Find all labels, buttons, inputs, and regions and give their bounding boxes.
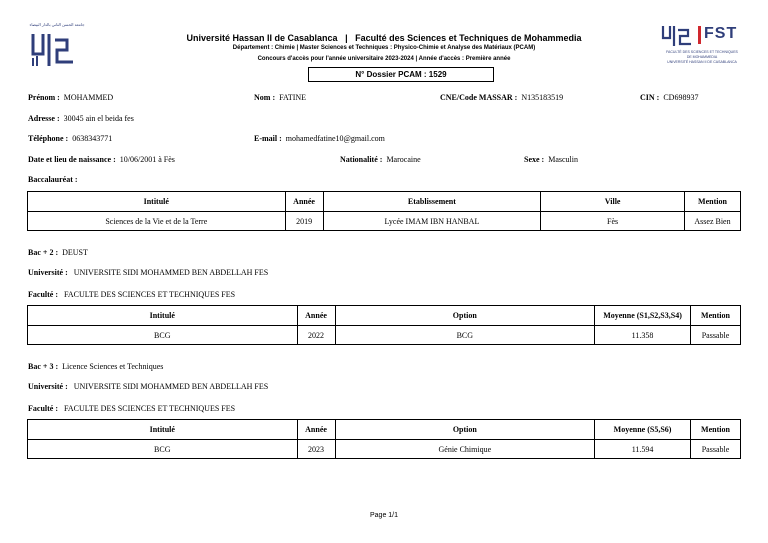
table-header-row: [28, 306, 741, 326]
telephone-label: Téléphone :: [28, 134, 69, 143]
adresse-value: 30045 ain el beida fes: [63, 114, 134, 123]
bac2-row: [28, 248, 88, 257]
nationalite-label: Nationalité :: [340, 155, 383, 164]
sexe-value: Masculin: [548, 155, 578, 164]
bac3-option: Génie Chimique: [335, 440, 595, 459]
bac3-annee: 2023: [297, 440, 335, 459]
telephone-row: [28, 134, 112, 143]
bac3-univ-label: Université :: [28, 382, 68, 391]
bac2-intitule: BCG: [28, 326, 298, 345]
bac-header-mention: Mention: [685, 192, 741, 212]
bac3-fac-label: Faculté :: [28, 404, 58, 413]
bac-header-intitule: Intitulé: [28, 192, 286, 212]
bac2-label: Bac + 2 :: [28, 248, 59, 257]
email-row: [254, 134, 385, 143]
bac3-header-mention: Mention: [691, 420, 741, 440]
table-header-row: [28, 420, 741, 440]
nom-label: Nom :: [254, 93, 276, 102]
cin-label: CIN :: [640, 93, 660, 102]
bac2-annee: 2022: [297, 326, 335, 345]
bac2-fac-value: FACULTE DES SCIENCES ET TECHNIQUES FES: [64, 290, 236, 299]
bac2-univ-row: [28, 268, 268, 277]
bac3-table: [27, 419, 741, 459]
bac2-option: BCG: [335, 326, 595, 345]
bac3-header-moyenne: Moyenne (S5,S6): [595, 420, 691, 440]
table-header-row: [28, 192, 741, 212]
bac3-univ-row: [28, 382, 268, 391]
table-row: [28, 326, 741, 345]
fst-logo: [660, 24, 744, 68]
header-separator: |: [345, 33, 348, 43]
nationalite-value: Marocaine: [386, 155, 421, 164]
prenom-row: [28, 93, 113, 102]
nom-value: FATINE: [279, 93, 307, 102]
bac3-diploma: Licence Sciences et Techniques: [62, 362, 164, 371]
fst-divider: [698, 26, 701, 44]
concours-line: Concours d'accès pour l'année universitaire 2023-2024 | Année d'accès : Première année: [257, 56, 511, 62]
email-label: E-mail :: [254, 134, 282, 143]
sexe-label: Sexe :: [524, 155, 545, 164]
nom-row: [254, 93, 306, 102]
bac-header-etablissement: Etablissement: [323, 192, 541, 212]
naissance-label: Date et lieu de naissance :: [28, 155, 116, 164]
faculty-name: Faculté des Sciences et Techniques de Mohammedia: [355, 33, 582, 43]
university-logo-arabic-text: جامعة الحسن الثاني بالدار البيضاء: [29, 22, 85, 27]
email-value: mohamedfatine10@gmail.com: [285, 134, 385, 143]
bac3-mention: Passable: [691, 440, 741, 459]
cne-value: N135183519: [521, 93, 564, 102]
bac3-label: Bac + 3 :: [28, 362, 59, 371]
cin-value: CD698937: [663, 93, 699, 102]
nationalite-row: [340, 155, 421, 164]
cne-label: CNE/Code MASSAR :: [440, 93, 518, 102]
bac-label: Baccalauréat :: [28, 175, 78, 184]
page-number: Page 1/1: [369, 512, 399, 519]
adresse-label: Adresse :: [28, 114, 60, 123]
bac2-fac-row: [28, 290, 235, 299]
table-row: [28, 212, 741, 231]
bac3-fac-row: [28, 404, 235, 413]
prenom-label: Prénom :: [28, 93, 60, 102]
bac2-univ-value: UNIVERSITE SIDI MOHAMMED BEN ABDELLAH FES: [73, 268, 269, 277]
bac2-moyenne: 11.358: [595, 326, 691, 345]
bac-intitule: Sciences de la Vie et de la Terre: [28, 212, 286, 231]
department-line: Département : Chimie | Master Sciences et Techniques : Physico-Chimie et Analyse des Matériaux (PCAM): [232, 45, 536, 51]
bac3-header-option: Option: [335, 420, 595, 440]
telephone-value: 0638343771: [72, 134, 113, 143]
bac3-univ-value: UNIVERSITE SIDI MOHAMMED BEN ABDELLAH FES: [73, 382, 269, 391]
fst-logo-text: FST: [704, 25, 738, 42]
cne-row: [440, 93, 563, 102]
bac3-intitule: BCG: [28, 440, 298, 459]
table-row: [28, 440, 741, 459]
bac3-header-intitule: Intitulé: [28, 420, 298, 440]
bac3-header-annee: Année: [297, 420, 335, 440]
naissance-row: [28, 155, 175, 164]
bac-header-ville: Ville: [541, 192, 685, 212]
bac2-univ-label: Université :: [28, 268, 68, 277]
bac-table: [27, 191, 741, 231]
fst-logo-mark: [660, 24, 694, 48]
university-name: Université Hassan II de Casablanca: [186, 33, 338, 43]
fst-caption-2: DE MOHAMMEDIA: [686, 55, 718, 59]
bac2-header-moyenne: Moyenne (S1,S2,S3,S4): [595, 306, 691, 326]
bac2-diploma: DEUST: [62, 248, 88, 257]
fst-caption-3: UNIVERSITÉ HASSAN II DE CASABLANCA: [667, 60, 737, 64]
bac2-table: [27, 305, 741, 345]
adresse-row: [28, 114, 134, 123]
bac2-header-mention: Mention: [690, 306, 740, 326]
bac3-fac-value: FACULTE DES SCIENCES ET TECHNIQUES FES: [64, 404, 236, 413]
bac2-header-annee: Année: [297, 306, 335, 326]
bac-mention: Assez Bien: [685, 212, 741, 231]
bac-header-annee: Année: [285, 192, 323, 212]
cin-row: [640, 93, 698, 102]
bac-annee: 2019: [285, 212, 323, 231]
fst-caption-1: FACULTÉ DES SCIENCES ET TECHNIQUES: [666, 50, 738, 54]
naissance-value: 10/06/2001 à Fès: [119, 155, 175, 164]
bac3-moyenne: 11.594: [595, 440, 691, 459]
bac2-fac-label: Faculté :: [28, 290, 58, 299]
bac3-row: [28, 362, 163, 371]
sexe-row: [524, 155, 578, 164]
dossier-number: N° Dossier PCAM : 1529: [308, 67, 494, 82]
header-title: [0, 33, 768, 43]
bac2-header-option: Option: [335, 306, 595, 326]
bac-etablissement: Lycée IMAM IBN HANBAL: [323, 212, 541, 231]
bac2-header-intitule: Intitulé: [28, 306, 298, 326]
bac2-mention: Passable: [690, 326, 740, 345]
bac-ville: Fès: [541, 212, 685, 231]
prenom-value: MOHAMMED: [63, 93, 114, 102]
